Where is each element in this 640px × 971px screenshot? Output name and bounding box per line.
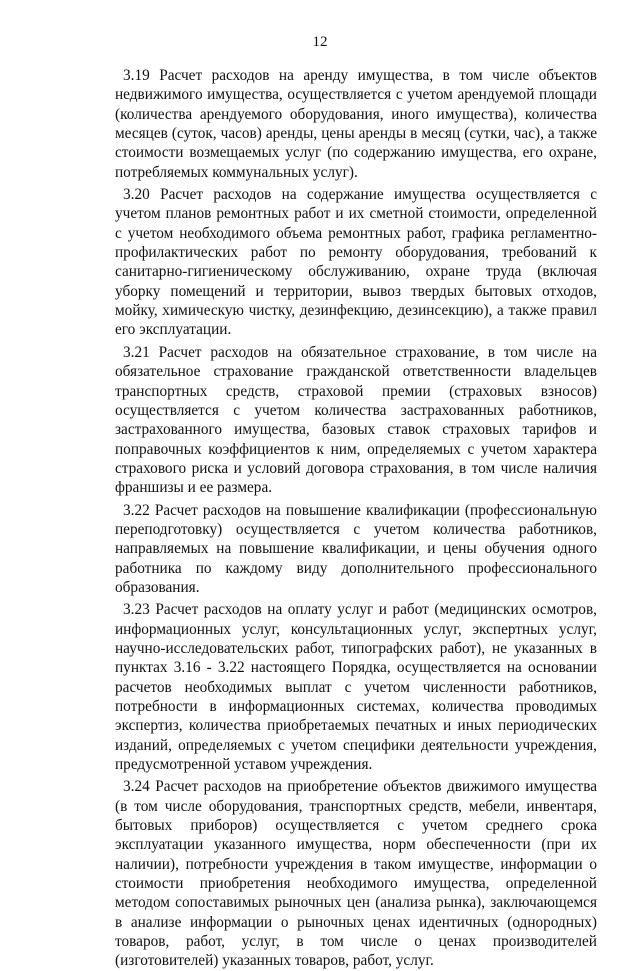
paragraph-number: 3.21 [123, 343, 150, 361]
paragraph-text: Расчет расходов на содержание имущества осуществляется с учетом планов ремонтных работ и их сметной стоимости, определенной с учетом необходимого объема ремонтных работ, графика регламентно-профилактических работ по ремонту оборудования, требований к санитарно-гигиеническому обслуживанию, охране труда (включая уборку помещений и территории, вывоз твердых бытовых отходов, мойку, химическую чистку, дезинфекцию, дезинсекцию), а также правил его эксплуатации. [115, 186, 598, 339]
paragraph-text: Расчет расходов на оплату услуг и работ (медицинских осмотров, информационных услуг, консультационных услуг, экспертных услуг, научно-исследовательских работ, типографских работ), не указанных в пунктах 3.16 - 3.22 настоящего Порядка, осуществляется на основании расчетов необходимых выплат с учетом численности работников, потребности в информационных системах, количества проводимых экспертиз, количества приобретаемых печатных и иных периодических изданий, определяемых с учетом специфики деятельности учреждения, предусмотренной уставом учреждения. [115, 601, 597, 774]
paragraph-3-20 [115, 185, 597, 340]
paragraph-3-21 [115, 343, 597, 498]
paragraph-text: Расчет расходов на повышение квалификации (профессиональную переподготовку) осуществляется с учетом количества работников, направляемых на повышение квалификации, и цены обучения одного работника по каждому виду дополнительного профессионального образования. [115, 501, 597, 596]
paragraph-3-24 [115, 777, 597, 970]
paragraph-number: 3.24 [123, 778, 150, 796]
paragraph-number: 3.23 [123, 601, 150, 619]
paragraph-number: 3.22 [123, 501, 150, 519]
page-number: 12 [312, 34, 328, 50]
paragraph-3-22 [115, 501, 597, 598]
paragraph-3-23 [115, 600, 597, 774]
paragraph-text: Расчет расходов на приобретение объектов движимого имущества (в том числе оборудования, транспортных средств, мебели, инвентаря, бытовых приборов) осуществляется с учетом среднего срока эксплуатации указанного имущества, норм обеспеченности (при их наличии), потребности учреждения в таком имуществе, информации о стоимости приобретения необходимого имущества, определенной методом сопоставимых рыночных цен (анализа рынка), заключающемся в анализе информации о рыночных ценах идентичных (однородных) товаров, работ, услуг, в том числе о ценах производителей (изготовителей) указанных товаров, работ, услуг. [115, 778, 598, 970]
paragraph-text: Расчет расходов на аренду имущества, в том числе объектов недвижимого имущества, осуществляется с учетом арендуемой площади (количества арендуемого оборудования, иного имущества), количества месяцев (суток, часов) аренды, цены аренды в месяц (сутки, час), а также стоимости возмещаемых услуг (по содержанию имущества, его охране, потребляемых коммунальных услуг). [115, 67, 597, 181]
paragraph-number: 3.20 [123, 186, 150, 204]
document-body [115, 66, 597, 971]
paragraph-3-19 [115, 66, 597, 182]
paragraph-number: 3.19 [123, 67, 150, 84]
paragraph-text: Расчет расходов на обязательное страхование, в том числе на обязательное страхование гражданской ответственности владельцев транспортных средств, страховой премии (страховых взносов) осуществляется с учетом количества застрахованных работников, застрахованного имущества, базовых ставок страховых тарифов и поправочных коэффициентов к ним, определяемых с учетом характера страхового риска и условий договора страхования, в том числе наличия франшизы и ее размера. [115, 343, 598, 497]
